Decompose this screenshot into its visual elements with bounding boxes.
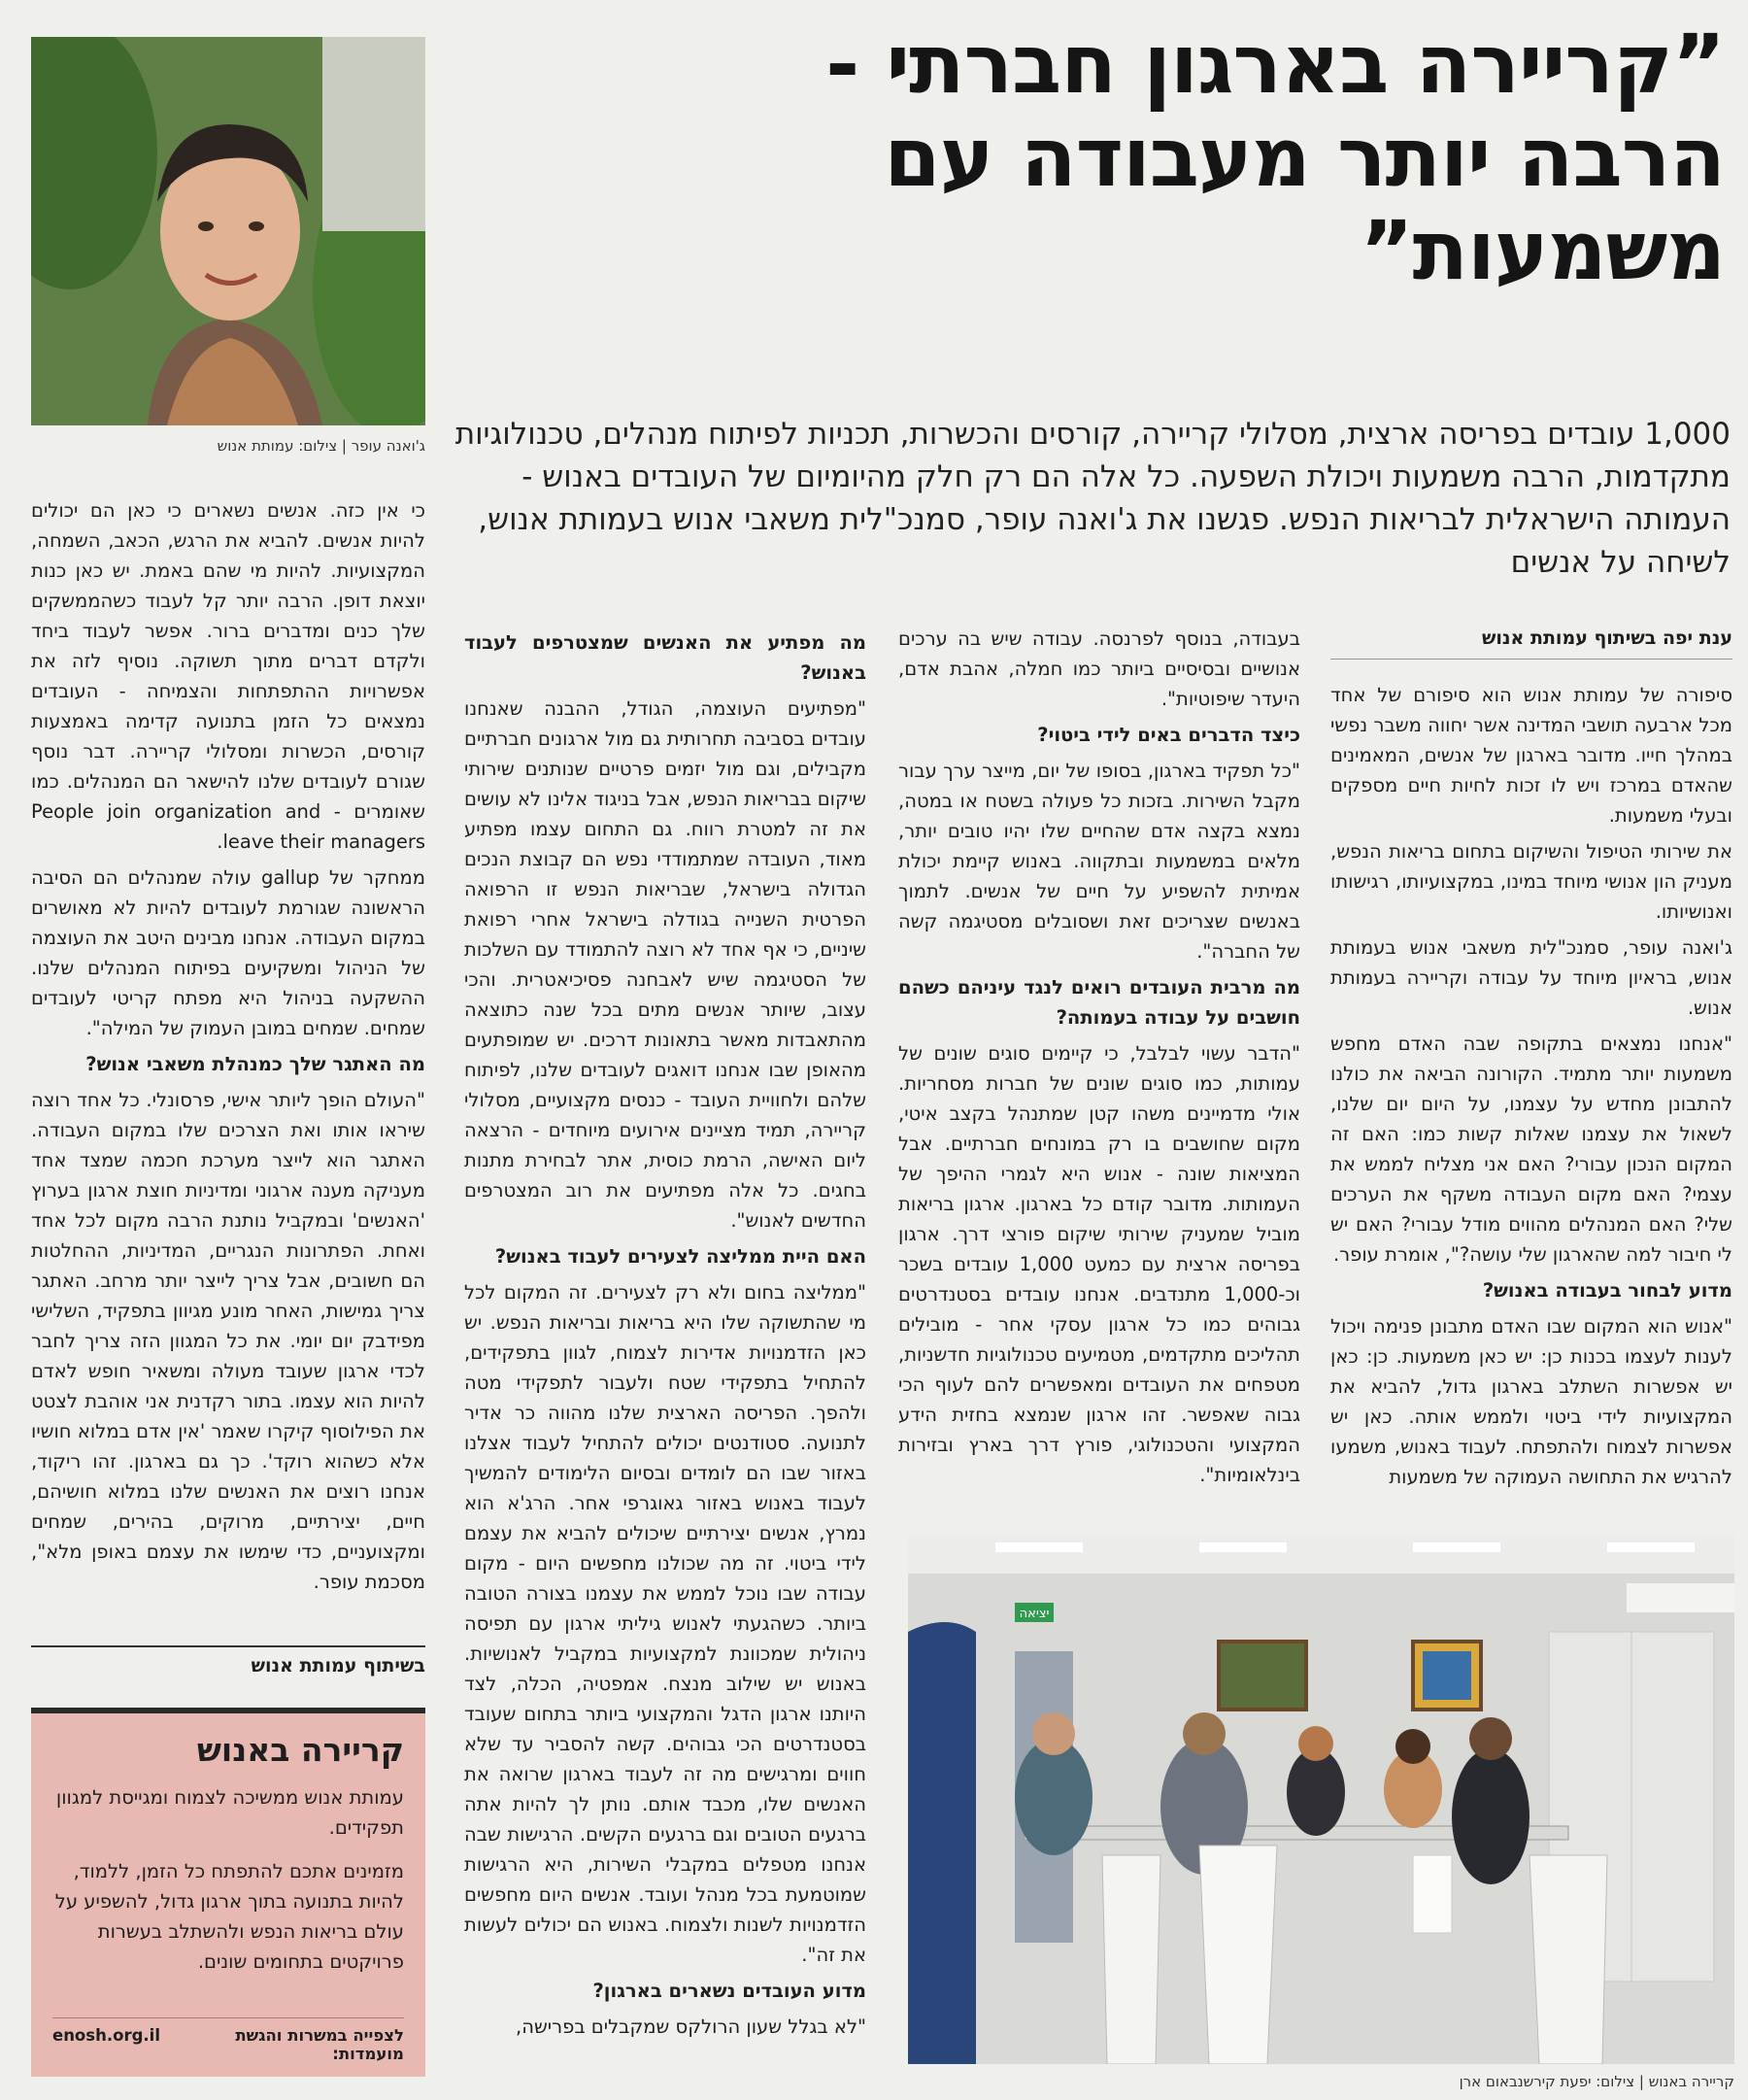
- ad-footer-text: לצפייה במשרות והגשת מועמדות:: [235, 2026, 404, 2063]
- office-photo-credit: קריירה באנוש | צילום: יפעת קירשנבאום ארן: [1459, 2073, 1734, 2090]
- interview-question: מדוע לבחור בעבודה באנוש?: [1482, 1279, 1732, 1302]
- article-paragraph: "מפתיעים העוצמה, הגודל, ההבנה שאנחנו עובדים בסביבה תחרותית גם מול ארגונים חברתיים מקבילים, וגם מול יזמים פרטיים שנותנים שירותי שיקום בבריאות הנפש, אבל בניגוד אלינו לא עושים את זה למטרת רווח. גם התחום עצמו מפתיע מאוד, העובדה שמתמודדי נפש הם קבוצת הנכים הגדולה בישראל, שבריאות הנפש זו הרפואה הפרטית השנייה בגודלה בישראל אחרי רפואת שיניים, כי אף אחד לא רוצה להתמודד עם השלכות של הסטיגמה שיש לאבחנה פסיכיאטרית. והכי עצוב, שיותר אנשים מתים בכל שנה כתוצאה מהתאבדות מאשר בתאונות דרכים. יש שמופתעים מהאופן שבו אנחנו דואגים לעובדים שלנו, לפיתוח שלהם ולחוויית העובד - כנסים מקצועיים, מסלולי קריירה, תמיד מציינים אירועים מיוחדים - הרצאה ליום האישה, הרמת כוסית, אתר לבחירת מתנות בחגים. כל אלה מפתיעים את רוב המצטרפים החדשים לאנוש".: [464, 697, 866, 1232]
- headline: [433, 17, 1725, 297]
- article-column-4: [31, 495, 425, 1603]
- article-column-2: [898, 624, 1300, 1496]
- article-paragraph: כי אין כזה. אנשים נשארים כי כאן הם יכולים להיות אנשים. להביא את הרגש, הכאב, השמחה, המקצועיות. להיות מי שהם באמת. יש כאן כנות יוצאת דופן. הרבה יותר קל לעבוד כשהממשקים שלך כנים ומדברים ברור. אפשר לעבוד ביחד ולקדם דברים מתוך תשוקה. נוסיף לזה את אפשרויות ההתפתחות והצמיחה - העובדים נמצאים כל הזמן בתנועה קדימה באמצעות קורסים, הכשרות ומסלולי קריירה. דבר נוסף שגורם לעובדים שלנו להישאר הם המנהלים. כמו שאומרים - People join organization and leave their managers.: [31, 499, 425, 853]
- headline-line-1: ”קריירה בארגון חברתי -: [825, 17, 1725, 112]
- ad-footer: [52, 2017, 404, 2063]
- office-photo: [908, 1535, 1734, 2064]
- article-paragraph: "אנוש הוא המקום שבו האדם מתבונן פנימה ויכול לענות לעצמו בכנות כן: יש כאן משמעות. כן: כאן יש אפשרות השתלב בארגון גדול, להביא את המקצועיות לידי ביטוי ולממש אותה. כאן יש אפשרות לצמוח ולהתפתח. לעבוד באנוש, משמעו להרגיש את התחושה העמוקה של משמעות: [1330, 1315, 1732, 1488]
- portrait-credit: ג'ואנה עופר | צילום: עמותת אנוש: [217, 437, 425, 455]
- article-paragraph: סיפורה של עמותת אנוש הוא סיפורם של אחד מכל ארבעה תושבי המדינה אשר יחווה משבר נפשי במהלך חייו. מדובר בארגון של אנשים, המאמינים שהאדם במרכז ויש לו זכות לחיות חיים מספקים ובעלי משמעות.: [1330, 684, 1732, 827]
- article-column-1: [1330, 680, 1732, 1498]
- interview-question: מה מרבית העובדים רואים לנגד עיניהם כשהם חושבים על עבודה בעמותה?: [898, 976, 1300, 1029]
- headline-line-3: משמעות”: [1360, 203, 1725, 298]
- interview-question: האם היית ממליצה לצעירים לעבוד באנוש?: [494, 1245, 866, 1268]
- article-paragraph: "לא בגלל שעון הרולקס שמקבלים בפרישה,: [516, 2015, 866, 2038]
- article-paragraph: ממחקר של gallup עולה שמנהלים הם הסיבה הראשונה שגורמת לעובדים להיות לא מאושרים במקום העבודה. אנחנו מבינים היטב את העוצמה של הניהול ומשקיעים בפיתוח המנהלים שלנו. ההשקעה בניהול היא מפתח קריטי לעובדים שמחים. שמחים במובן העמוק של המילה".: [31, 866, 426, 1039]
- interview-question: כיצד הדברים באים לידי ביטוי?: [1037, 724, 1300, 746]
- article-paragraph: "ממליצה בחום ולא רק לצעירים. זה המקום לכל מי שהתשוקה שלו היא בריאות ובריאות הנפש. יש כאן הזדמנויות אדירות לצמוח, לגוון בתפקידים, להתחיל בתפקידי שטח ולעבור לתפקידי מטה ולהפך. הפריסה הארצית שלנו מהווה כר אדיר לתנועה. סטודנטים יכולים להתחיל לעבוד אצלנו באזור שבו הם לומדים ובסיום הלימודים להמשיך לעבוד באנוש באזור גאוגרפי אחר. הרג'א הוא נמרץ, אנשים יצירתיים שיכולים להביא את עצמם לידי ביטוי. זה מה שכולנו מחפשים היום - מקום עבודה שבו נוכל לממש את עצמנו בצורה הטובה ביותר. כשהגעתי לאנוש גיליתי ארגון עם תפיסה ניהולית שמכוונת למקצועיות במקביל לאנושיות. באנוש יש שילוב מנצח. אמפטיה, הכלה, לצד היותנו ארגון הדגל והמקצועי ביותר בתחום שעובד בסטנדרטים הכי גבוהים. קשה להסביר עד שלא חווים ומרגישים מה זה לעבוד בארגון שרואה את האנשים שלו, מכבד אותם. נותן לך להיות אתה ברגעים הטובים וגם ברגעים הקשים. הרגישות שבה אנחנו מטפלים במקבלי השירות, היא הרגישות שמוטמעת בכל מנהל ועובד. אנשים היום מחפשים הזדמנויות לשנות ולצמוח. באנוש הם יכולים לעשות את זה".: [464, 1281, 866, 1966]
- article-paragraph: "הדבר עשוי לבלבל, כי קיימים סוגים שונים של עמותות, כמו סוגים שונים של חברות מסחריות. אולי מדמיינים משהו קטן שמתנהל בקצב איטי, מקום שחושבים בו רק במונחים חברתיים. אבל המציאות שונה - אנוש היא לגמרי ההיפך של העמותות. מדובר קודם כל בארגון. ארגון בריאות מוביל שמעניק שירותי שיקום פורצי דרך. ארגון בפריסה ארצית עם כמעט 1,000 עובדים בשכר וכ-1,000 מתנדבים. אנחנו עובדים בסטנדרטים גבוהים כמו כל ארגון עסקי אחר - מובילים תהליכים מתקדמים, מטמיעים טכנולוגיות חדשניות, מטפחים את העובדים ומאפשרים להם לעוף הכי גבוה שאפשר. זהו ארגון שנמצא בחזית הידע המקצועי והטכנולוגי, פורץ דרך בארץ ובזירות בינלאומיות".: [898, 1042, 1300, 1486]
- ad-text-1: עמותת אנוש ממשיכה לצמוח ומגייסת למגוון תפקידים.: [55, 1786, 404, 1839]
- interview-question: מה מפתיע את האנשים שמצטרפים לעבוד באנוש?: [464, 631, 866, 684]
- interview-question: מה האתגר שלך כמנהלת משאבי אנוש?: [85, 1053, 425, 1075]
- article-paragraph: את שירותי הטיפול והשיקום בתחום בריאות הנפש, מעניק הון אנושי מיוחד במינו, במקצועיותו, רגישותו ואנושיותו.: [1330, 840, 1732, 923]
- portrait-photo: [31, 37, 425, 425]
- career-ad-box: [31, 1708, 425, 2077]
- ad-url-link[interactable]: enosh.org.il: [52, 2026, 160, 2045]
- article-paragraph: "כל תפקיד בארגון, בסופו של יום, מייצר ערך עבור מקבל השירות. בזכות כל פעולה בשטח או במטה, נמצא בקצה אדם שהחיים שלו יהיו טובים יותר, מלאים במשמעות ובתקווה. באנוש קיימת יכולת אמיתית להשפיע על חיים של אנשים. לתמוך באנשים שצריכים זאת ושסובלים מסטיגמה קשה של החברה".: [898, 760, 1300, 963]
- article-paragraph: "העולם הופך ליותר אישי, פרסונלי. כל אחד רוצה שיראו אותו ואת הצרכים שלו במקום העבודה. האתגר הוא לייצר מערכת חכמה שמצד אחד מעניקה מענה ארגוני ומדיניות חוצת ארגון בערוץ 'האנשים' ובמקביל נותנת הרבה מקום לכל אחד ואחת. הפתרונות הנגריים, המדיניות, ההחלטות הם חשובים, אבל צריך לייצר יותר מרחב. האתגר צריך גמישות, האחר מונע מגיוון בתפקיד, השלישי מפידבק יום יומי. את כל המגוון הזה צריך לחבר לכדי ארגון שעובד מעולה ומשאיר חופש לאדם להיות הוא עצמו. בתור רקדנית אני אוהבת לצטט את הפילוסוף קיקרו שאמר 'אין אדם במלוא חושיו אלא כשהוא רוקד'. כך גם בארגון. זהו ריקוד, אנחנו רוצים את האנשים שלנו במלוא חושיהם, חיים, יצירתיים, מרוקים, בהירים, שמחים ומקצועניים, כדי שימשו את עצמם באופן מלא", מסכמת עופר.: [31, 1089, 425, 1593]
- exit-sign-text: יציאה: [1019, 1607, 1050, 1621]
- headline-line-2: הרבה יותר מעבודה עם: [884, 110, 1725, 205]
- byline: ענת יפה בשיתוף עמותת אנוש: [1330, 627, 1732, 660]
- article-paragraph: בעבודה, בנוסף לפרנסה. עבודה שיש בה ערכים אנושיים ובסיסיים ביותר כמו חמלה, אהבת אדם, היעדר שיפוטיות".: [898, 627, 1300, 710]
- partnership-note: בשיתוף עמותת אנוש: [31, 1645, 425, 1677]
- article-paragraph: "אנחנו נמצאים בתקופה שבה האדם מחפש משמעות יותר מתמיד. הקורונה הביאה את כולנו להתבונן מחדש על עצמנו, על היום יום שלנו, לשאול את עצמנו שאלות קשות כמו: האם זה המקום הנכון עבורי? האם אני מצליח לממש את עצמי? האם מקום העבודה משקף את הערכים שלי? האם המנהלים מהווים מודל עבורי? האם יש לי חיבור למה שהארגון שלי עושה?", אומרת עופר.: [1330, 1033, 1732, 1266]
- interview-question: מדוע העובדים נשארים בארגון?: [592, 1980, 866, 2002]
- lead-paragraph: 1,000 עובדים בפריסה ארצית, מסלולי קריירה, קורסים והכשרות, תכניות לפיתוח מנהלים, טכנולוגיות מתקדמות, הרבה משמעות ויכולת השפעה. כל אלה הם רק חלק מהיומיום של העובדים באנוש - העמותה הישראלית לבריאות הנפש. פגשנו את ג'ואנה עופר, סמנכ"לית משאבי אנוש בעמותת אנוש, לשיחה על אנשים: [454, 417, 1731, 580]
- ad-title: קריירה באנוש: [196, 1731, 404, 1769]
- article-column-3: [464, 624, 866, 2048]
- article-paragraph: ג'ואנה עופר, סמנכ"לית משאבי אנוש בעמותת אנוש, בראיון מיוחד על עבודה וקריירה בעמותת אנוש.: [1330, 936, 1732, 1019]
- ad-text-2: מזמינים אתכם להתפתח כל הזמן, ללמוד, להיות בתנועה בתוך ארגון גדול, להשפיע על עולם בריאות הנפש ולהשתלב בעשרות פרויקטים בתחומים שונים.: [54, 1860, 404, 1973]
